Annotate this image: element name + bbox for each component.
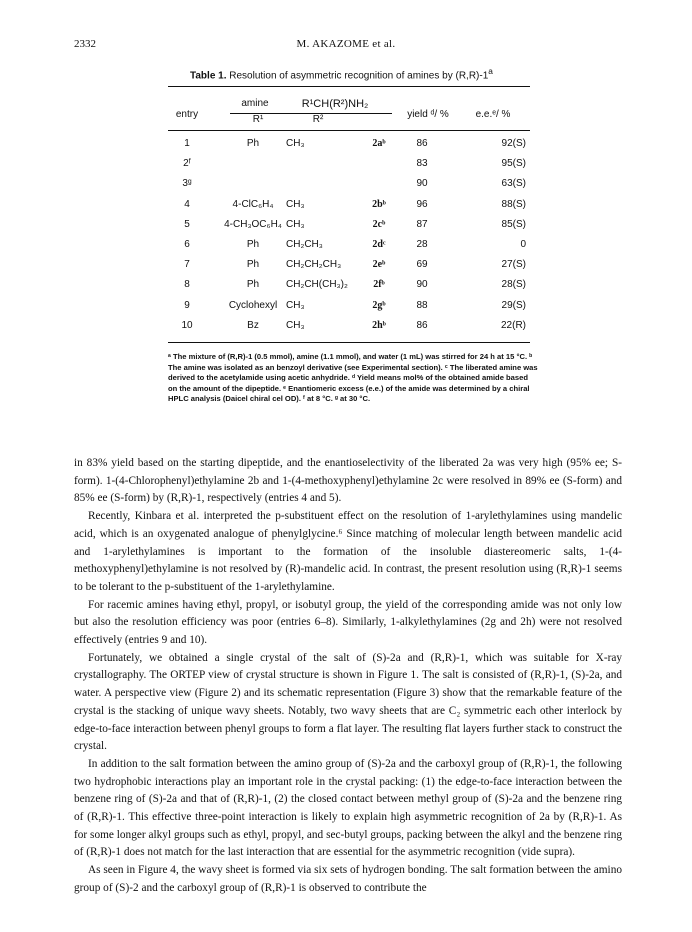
cell-ee: 88(S) bbox=[501, 198, 526, 210]
header-r2: R² bbox=[312, 114, 324, 125]
cell-r1: Cyclohexyl bbox=[228, 299, 278, 311]
header-yield: yield ᵈ/ % bbox=[407, 109, 449, 120]
cell-yield: 96 bbox=[416, 198, 428, 210]
running-head: M. AKAZOME et al. bbox=[296, 38, 396, 50]
cell-r1: Ph bbox=[246, 259, 260, 271]
cell-r2: CH₃ bbox=[286, 319, 305, 331]
cell-yield: 28 bbox=[416, 239, 428, 250]
cell-entry: 5 bbox=[184, 218, 190, 230]
cell-ee: 28(S) bbox=[501, 279, 526, 291]
cell-yield: 88 bbox=[416, 299, 428, 311]
cell-ee: 22(R) bbox=[500, 319, 526, 331]
cell-amine-code: 2eᵇ bbox=[372, 259, 386, 271]
cell-r2: CH₃ bbox=[286, 299, 305, 311]
cell-ee: 92(S) bbox=[501, 138, 526, 149]
table-caption-label: Table 1. bbox=[190, 70, 227, 82]
table-row bbox=[168, 219, 530, 234]
paragraph-6: As seen in Figure 4, the wavy sheet is formed via six sets of hydrogen bonding. The salt formation between the amino group of (S)-2 and the carboxyl group of (R,R)-1 is observed to contribute the bbox=[74, 864, 622, 894]
header-formula: R¹CH(R²)NH₂ bbox=[301, 98, 369, 110]
header-r1: R¹ bbox=[252, 114, 264, 125]
table-row bbox=[168, 158, 530, 173]
cell-r1: Ph bbox=[246, 239, 260, 250]
paragraph-4: Fortunately, we obtained a single crystal of the salt of (S)-2a and (R,R)-1, which was suitable for X-ray crystallography. The ORTEP view of crystal structure is shown in Figure 1. The salt is consisted of (R,R)-1, (S)-2a, and water. A perspective view (Figure 2) and its schematic representation (Figure 3) show that the remarkable feature of the crystal is the stacking of unique wavy sheets. Notably, two wavy sheets that are C₂ symmetric each other interlock by edge-to-face interaction between phenyl groups to form a flat layer. The resulting flat layers further stack to construct the crystal. bbox=[74, 651, 622, 753]
header-entry: entry bbox=[175, 109, 199, 120]
cell-yield: 86 bbox=[416, 138, 428, 149]
cell-r1: 4-ClC₆H₄ bbox=[232, 198, 274, 210]
paragraph-3: For racemic amines having ethyl, propyl, or isobutyl group, the yield of the corresponding amide was not only low but also the resolution efficiency was poor (entries 6–8). Similarly, 1-alkylethylamines (2g and 2h) were not resolved effectively (entries 9 and 10). bbox=[74, 598, 622, 647]
table-header-rule bbox=[168, 130, 530, 131]
table-top-rule bbox=[168, 86, 530, 87]
cell-r2: CH₂CH₂CH₃ bbox=[286, 259, 342, 271]
cell-amine-code: 2gᵇ bbox=[372, 299, 386, 311]
cell-r2: CH₂CH(CH₃)₂ bbox=[286, 279, 348, 291]
cell-ee: 95(S) bbox=[501, 158, 526, 170]
header-amine: amine bbox=[241, 98, 269, 109]
cell-r1: Ph bbox=[246, 279, 260, 291]
cell-amine-code: 2hᵇ bbox=[372, 319, 386, 331]
cell-entry: 9 bbox=[184, 299, 190, 311]
table-header bbox=[168, 98, 530, 138]
table-bottom-rule bbox=[168, 342, 530, 343]
table-caption bbox=[190, 66, 493, 81]
table-row bbox=[168, 300, 530, 315]
table-footnote: ᵃ The mixture of (R,R)-1 (0.5 mmol), amine (1.1 mmol), and water (1 mL) was stirred for 24 h at 15 °C. ᵇ The amine was isolated as an benzoyl derivative (see Experimental section). ᶜ The liberated amine was derived to the acetylamide using acetic anhydride. ᵈ Yield means mol% of the obtained amide based on the amount of the dipeptide. ᵉ Enantiomeric excess (e.e.) of the amide was determined by a chiral HPLC analysis (Daicel chiral cel OD). ᶠ at 8 °C. ᵍ at 30 °C. bbox=[168, 352, 538, 404]
cell-r2: CH₃ bbox=[286, 218, 305, 230]
cell-yield: 90 bbox=[416, 279, 428, 291]
cell-ee: 63(S) bbox=[501, 178, 526, 190]
cell-r1: Ph bbox=[246, 138, 260, 149]
table-row bbox=[168, 320, 530, 335]
cell-r2: CH₃ bbox=[286, 138, 305, 149]
cell-ee: 29(S) bbox=[501, 299, 526, 311]
cell-entry: 1 bbox=[184, 138, 190, 149]
table-row bbox=[168, 259, 530, 274]
cell-amine-code: 2aᵇ bbox=[372, 138, 386, 149]
header-ee: e.e.ᵉ/ % bbox=[475, 109, 511, 120]
cell-entry: 3ᵍ bbox=[182, 178, 192, 190]
table-caption-text: Resolution of asymmetric recognition of amines by (R,R)-1 bbox=[226, 70, 489, 82]
paragraph-1: in 83% yield based on the starting dipeptide, and the enantioselectivity of the liberated 2a was very high (95% ee; S-form). 1-(4-Chlorophenyl)ethylamine 2b and 1-(4-methoxyphenyl)ethylamine 2c were resolved in 89% ee (S-form) and 85% ee (S-form) by (R,R)-1, respectively (entries 4 and 5). bbox=[74, 457, 622, 505]
cell-entry: 4 bbox=[184, 198, 190, 210]
cell-yield: 83 bbox=[416, 158, 428, 170]
table-formula-rule bbox=[230, 113, 392, 114]
table-row bbox=[168, 279, 530, 294]
cell-entry: 2ᶠ bbox=[183, 158, 191, 170]
cell-r2: CH₃ bbox=[286, 198, 305, 210]
cell-entry: 8 bbox=[184, 279, 190, 291]
cell-r1: Bz bbox=[247, 319, 259, 331]
cell-amine-code: 2dᶜ bbox=[372, 239, 386, 250]
table-caption-sup: a bbox=[488, 66, 493, 76]
cell-r1: 4-CH₃OC₆H₄ bbox=[224, 218, 282, 230]
cell-ee: 27(S) bbox=[501, 259, 526, 271]
cell-entry: 6 bbox=[184, 239, 190, 250]
cell-amine-code: 2cᵇ bbox=[372, 218, 386, 230]
cell-entry: 10 bbox=[181, 319, 193, 331]
cell-r2: CH₂CH₃ bbox=[286, 239, 323, 250]
paragraph-5: In addition to the salt formation between the amino group of (S)-2a and the carboxyl group of (R,R)-1, the following two hydrophobic interactions play an important role in the crystal packing: (1) the edge-to-face interaction between the benzene ring of (S)-2a and that of (R,R)-1, (2) the closed contact between methyl group of (S)-2a and the benzene ring of (R,R)-1. This effective three-point interaction is likely to explain high asymmetric recognition of 2a by (R,R)-1. As for some longer alkyl groups such as ethyl, propyl, and sec-butyl groups, packing between the alkyl and the benzene ring of (R,R)-1 does not match for the last interaction that are essential for the asymmetric recognition (vide supra). bbox=[74, 757, 622, 859]
cell-yield: 86 bbox=[416, 319, 428, 331]
cell-yield: 69 bbox=[416, 259, 428, 271]
page-number: 2332 bbox=[74, 38, 96, 50]
cell-ee: 85(S) bbox=[501, 218, 526, 230]
table-row bbox=[168, 239, 530, 254]
cell-yield: 90 bbox=[416, 178, 428, 190]
cell-amine-code: 2bᵇ bbox=[372, 198, 386, 210]
cell-yield: 87 bbox=[416, 218, 428, 230]
cell-entry: 7 bbox=[184, 259, 190, 271]
table-row bbox=[168, 199, 530, 214]
cell-ee: 0 bbox=[520, 239, 526, 250]
paragraph-2: Recently, Kinbara et al. interpreted the p-substituent effect on the resolution of 1-arylethylamines using mandelic acid, which is an oxygenated analogue of phenylglycine.⁶ Since matching of molecular length between mandelic acid and 1-arylethylamines is important to the formation of the insoluble diastereomeric salts, 1-(4-methoxyphenyl)ethylamine is not resolved by (R)-mandelic acid. In contrast, the present resolution using (R,R)-1 seems to be tolerant to the p-substituent of the 1-arylethylamine. bbox=[74, 510, 622, 593]
table-row bbox=[168, 178, 530, 193]
table-row bbox=[168, 138, 530, 153]
body-text bbox=[74, 455, 622, 898]
cell-amine-code: 2fᵇ bbox=[373, 279, 385, 291]
